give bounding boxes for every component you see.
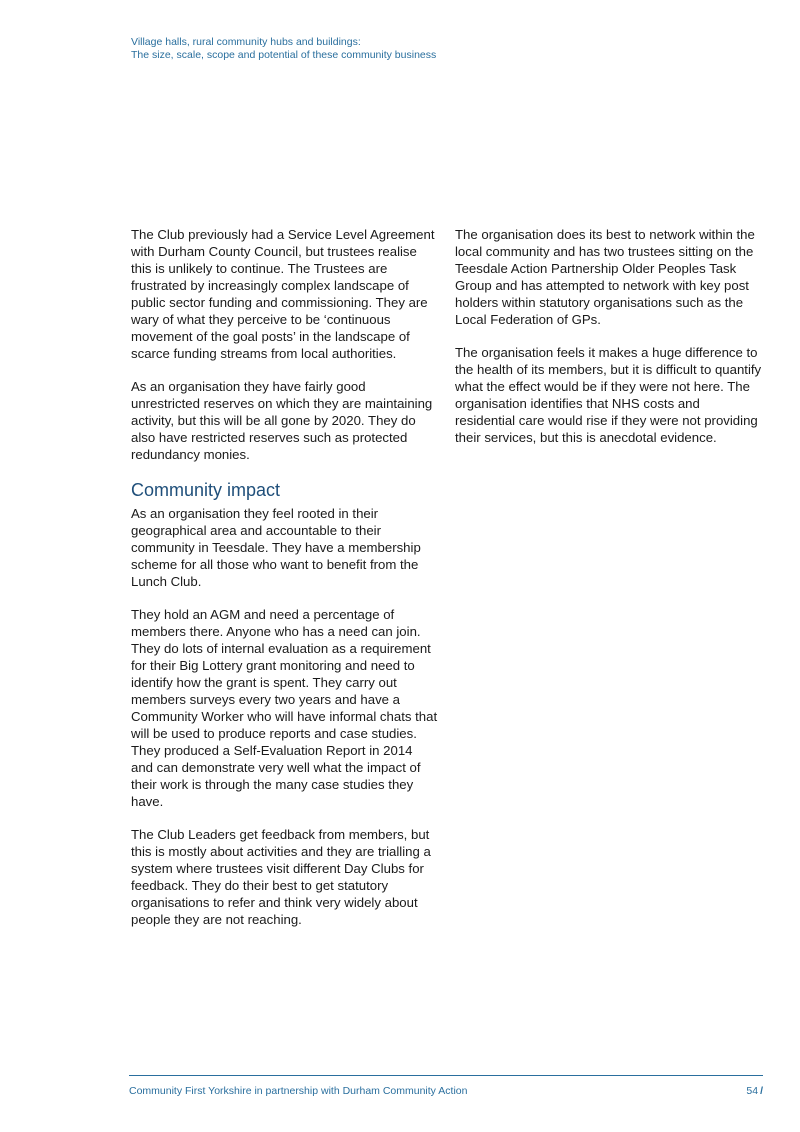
body-paragraph: They hold an AGM and need a percentage of members there. Anyone who has a need can join. They do lots of internal evaluation as a requirement for their Big Lottery grant monitoring and need to identify how the grant is spent. They carry out members surveys every two years and have a Community Worker who will have informal chats that will be used to produce reports and case studies. They produced a Self-Evaluation Report in 2014 and can demonstrate very well what the impact of their work is through the many case studies they have. — [131, 607, 438, 809]
footer-divider — [129, 1075, 763, 1076]
footer-credit: Community First Yorkshire in partnership with Durham Community Action — [129, 1085, 468, 1097]
body-paragraph: The Club Leaders get feedback from members, but this is mostly about activities and they are trialling a system where trustees visit different Day Clubs for feedback. They do their best to get statutory organisations to refer and think very widely about people they are not reaching. — [131, 827, 431, 927]
body-paragraph: As an organisation they have fairly good unrestricted reserves on which they are maintaining activity, but this will be all gone by 2020. They do also have restricted reserves such as protected redundancy monies. — [131, 379, 433, 462]
body-paragraph: The organisation does its best to network within the local community and has two trustees sitting on the Teesdale Action Partnership Older Peoples Task Group and has attempted to network with key post holders within statutory organisations such as the Local Federation of GPs. — [455, 227, 755, 327]
running-header — [131, 36, 436, 62]
running-header-line-2: The size, scale, scope and potential of these community business — [131, 49, 437, 61]
section-heading: Community impact — [131, 480, 281, 500]
right-column — [455, 226, 763, 462]
page-number-value: 54 — [746, 1085, 759, 1097]
running-header-line-1: Village halls, rural community hubs and buildings: — [131, 36, 361, 48]
left-column — [131, 226, 438, 944]
page-number-suffix: / — [760, 1085, 763, 1097]
body-paragraph: The Club previously had a Service Level Agreement with Durham County Council, but trustees realise this is unlikely to continue. The Trustees are frustrated by increasingly complex landscape of public sector funding and commissioning. They are wary of what they perceive to be ‘continuous movement of the goal posts’ in the landscape of scarce funding streams from local authorities. — [131, 227, 435, 361]
body-paragraph: The organisation feels it makes a huge difference to the health of its members, but it is difficult to quantify what the effect would be if they were not here. The organisation identifies that NHS costs and residential care would rise if they were not providing their services, but this is anecdotal evidence. — [455, 345, 762, 445]
body-paragraph: As an organisation they feel rooted in their geographical area and accountable to their community in Teesdale. They have a membership scheme for all those who want to benefit from the Lunch Club. — [131, 506, 421, 589]
page-number — [746, 1085, 763, 1098]
